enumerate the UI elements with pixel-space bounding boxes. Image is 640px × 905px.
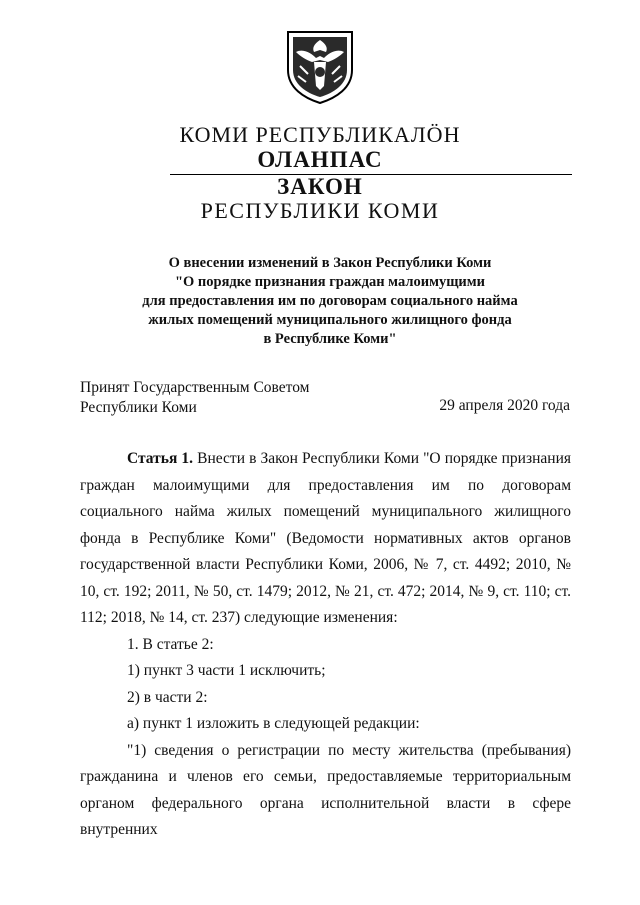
komi-coat-of-arms-icon xyxy=(284,26,356,104)
law-title-line: для предоставления им по договорам социального найма xyxy=(142,293,518,309)
article-label: Статья 1. xyxy=(127,450,194,467)
law-body xyxy=(80,446,571,844)
law-title-line: "О порядке признания граждан малоимущими xyxy=(174,274,486,290)
header-republic-komi: РЕСПУБЛИКИ КОМИ xyxy=(200,198,440,223)
law-title-line: жилых помещений муниципального жилищного фонда xyxy=(148,312,512,328)
law-title-line: О внесении изменений в Закон Республики Коми xyxy=(168,255,492,271)
list-item: 1) пункт 3 части 1 исключить; xyxy=(127,662,326,679)
adoption-line: Республики Коми xyxy=(80,399,197,416)
list-item: а) пункт 1 изложить в следующей редакции: xyxy=(127,715,420,732)
article-text: Внести в Закон Республики Коми "О порядке признания граждан малоимущими для предоставления им по договорам социального найма жилых помещений муниципального жилищного фонда в Республике Коми" (Ведомости нормативных актов органов государственной власти Республики Коми, 2006, № 7, ст. 4492; 2010, № 10, ст. 192; 2011, № 50, ст. 1479; 2012, № 21, ст. 472; 2014, № 9, ст. 110; ст. 112; 2018, № 14, ст. 237) следующие изменения: xyxy=(80,450,571,626)
adoption-date: 29 апреля 2020 года xyxy=(439,397,570,414)
header-law: ЗАКОН xyxy=(277,174,363,199)
list-item: 1. В статье 2: xyxy=(127,635,214,653)
law-title-line: в Республике Коми" xyxy=(263,331,397,347)
law-title xyxy=(90,254,570,349)
header-olanpas: ОЛАНПАС xyxy=(257,147,383,172)
header-komi-republic: КОМИ РЕСПУБЛИКАЛӦН xyxy=(179,122,461,147)
article-1-paragraph xyxy=(80,446,571,632)
list-item: 2) в части 2: xyxy=(127,688,208,706)
adoption-body xyxy=(80,378,310,418)
adoption-line: Принят Государственным Советом xyxy=(80,379,310,396)
list-item: "1) сведения о регистрации по месту жительства (пребывания) гражданина и членов его семьи, предоставляемые территориальным органом федерального органа исполнительной власти в сфере внутренних xyxy=(80,741,571,838)
